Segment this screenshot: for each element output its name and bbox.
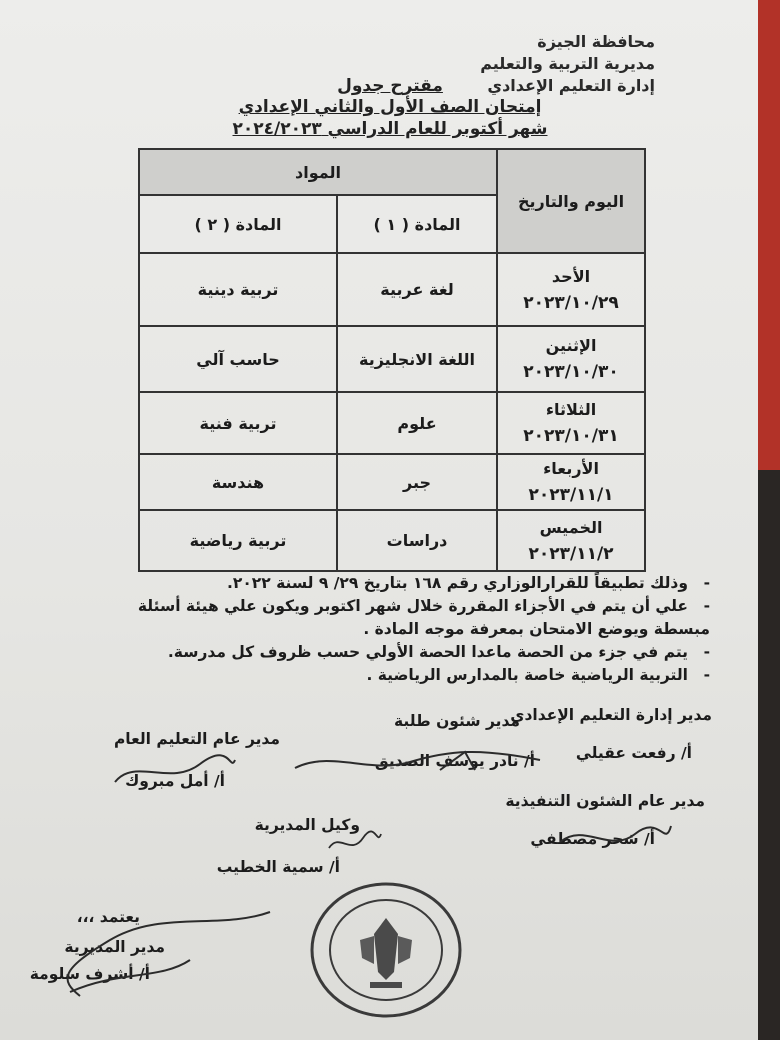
approve-label: يعتمد ،،، (76, 908, 140, 926)
note-item: - وذلك تطبيقاً للقرارالوزاري رقم ١٦٨ بتاريخ ٢٩/ ٩ لسنة ٢٠٢٢. (80, 572, 710, 595)
title-line2: إمتحان الصف الأول والثاني الإعدادي (238, 97, 542, 117)
subject-2-cell: تربية فنية (139, 392, 337, 454)
general-edu-title: مدير عام التعليم العام (113, 730, 280, 748)
subject-2-cell: حاسب آلي (139, 326, 337, 392)
student-affairs-name: أ/ نادر يوسف الصديق (374, 752, 535, 770)
student-affairs-title: مدير شئون طلبة (394, 712, 520, 730)
table-row (139, 454, 645, 510)
table-row (139, 326, 645, 392)
header-directorate: مديرية التربية والتعليم (480, 54, 655, 73)
day-name: الأربعاء (543, 459, 599, 478)
deputy-title: وكيل المديرية (254, 816, 360, 834)
subject-1-cell: دراسات (337, 510, 497, 571)
official-seal-icon (308, 880, 464, 1020)
notes-list (80, 572, 710, 687)
deputy-name: أ/ سمية الخطيب (216, 858, 340, 876)
header-subject-2: المادة ( ٢ ) (139, 195, 337, 253)
exam-date: ٢٠٢٣/١٠/٢٩ (523, 292, 619, 313)
day-name: الإثنين (545, 336, 597, 355)
header-administration: إدارة التعليم الإعدادي (487, 76, 655, 95)
subject-1-cell: اللغة الانجليزية (337, 326, 497, 392)
exec-affairs-name: أ/ شحر مصطفي (530, 830, 655, 848)
header-day-date: اليوم والتاريخ (497, 149, 645, 253)
note-item: - يتم في جزء من الحصة ماعدا الحصة الأولي حسب ظروف كل مدرسة. (80, 641, 710, 664)
exam-date: ٢٠٢٣/١١/٢ (528, 543, 614, 564)
signature-scribble-icon (290, 740, 550, 780)
day-name: الأحد (551, 266, 591, 286)
title-line3: شهر أكتوبر للعام الدراسي ٢٠٢٤/٢٠٢٣ (232, 119, 548, 139)
day-date-cell (497, 253, 645, 326)
signature-scribble-icon (325, 828, 385, 858)
subject-2-cell: تربية رياضية (139, 510, 337, 571)
day-date-cell (497, 392, 645, 454)
prep-manager-title: مدير إدارة التعليم الإعدادي (510, 706, 712, 724)
day-date-cell (497, 326, 645, 392)
general-edu-name: أ/ أمل مبروك (125, 772, 225, 790)
subject-1-cell: علوم (337, 392, 497, 454)
day-name: الثلاثاء (545, 400, 597, 419)
day-date-cell (497, 454, 645, 510)
background-edge-red (758, 0, 780, 470)
title-line1: مقترح جدول (337, 76, 443, 96)
subject-2-cell: هندسة (139, 454, 337, 510)
subject-1-cell: لغة عربية (337, 253, 497, 326)
exec-affairs-title: مدير عام الشئون التنفيذية (505, 792, 705, 810)
header-subject-1: المادة ( ١ ) (337, 195, 497, 253)
day-name: الخميس (539, 517, 603, 537)
director-title: مدير المديرية (64, 938, 165, 956)
prep-manager-name: أ/ رفعت عقيلي (575, 744, 692, 762)
table-row (139, 253, 645, 326)
header-governorate: محافظة الجيزة (537, 32, 655, 51)
background-edge-dark (758, 470, 780, 1040)
exam-schedule-table (138, 148, 646, 572)
signature-scribble-icon (40, 900, 290, 1010)
exam-date: ٢٠٢٣/١١/١ (528, 485, 614, 505)
note-item: - التربية الرياضية خاصة بالمدارس الرياضية . (80, 664, 710, 687)
exam-date: ٢٠٢٣/١٠/٣١ (523, 426, 619, 446)
subject-1-cell: جبر (337, 454, 497, 510)
signature-scribble-icon (110, 752, 240, 792)
table-row (139, 510, 645, 571)
day-date-cell (497, 510, 645, 571)
exam-date: ٢٠٢٣/١٠/٣٠ (523, 362, 619, 382)
subject-2-cell: تربية دينية (139, 253, 337, 326)
director-name: أ/ أشرف سلومة (29, 965, 150, 983)
note-item-continued: مبسطة ويوضع الامتحان بمعرفة موجه المادة . (363, 620, 710, 638)
header-subjects: المواد (139, 149, 497, 195)
note-item: - علي أن يتم في الأجزاء المقررة خلال شهر اكتوبر ويكون علي هيئة أسئلة (80, 595, 710, 618)
table-row (139, 392, 645, 454)
signature-scribble-icon (555, 820, 675, 856)
